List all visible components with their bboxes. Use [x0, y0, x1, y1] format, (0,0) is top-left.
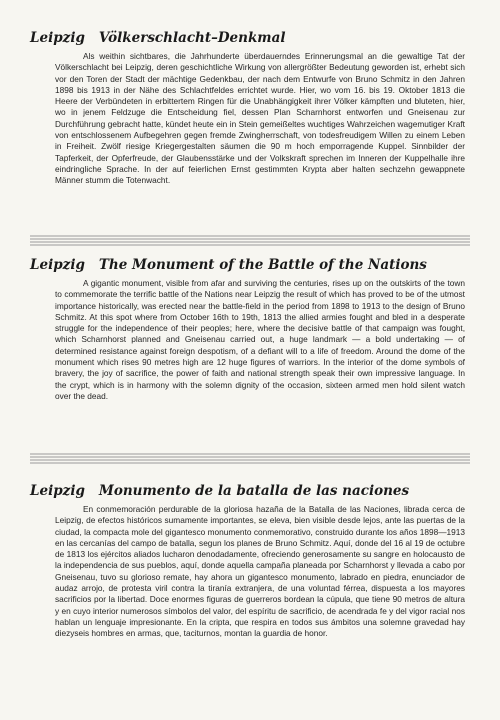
section-paragraph: A gigantic monument, visible from afar and surviving the centuries, rises up on the outskirts of the town to commemorate the terrific battle of the Nations near Leipzig the result of which has proved to be of the utmost importance historically, was erected near the battle-field in the period from 1898 to 1913 to the design of Bruno Schmitz. At this spot where from October 16th to 19th, 1813 the allied armies fought and bled in a desperate struggle for the independence of their peoples; here, where the decisive battle of that campaign was fought, which Scharnhorst planned and Gneisenau carried out, a huge landmark — a bold undertaking — of determined resistance against foreign despotism, of a defiant will to a life of freedom. Around the dome of the monument which rises 90 metres high are 12 huge figures of warriors. In the interior of the dome symbols of bravery, the joy of sacrifice, the power of faith and national strength speak their own impressive language. In the crypt, which is in harmony with the solemn dignity of the occasion, sixteen armed men hold silent watch over the dead. — [55, 278, 465, 401]
section-heading — [30, 483, 500, 499]
section-spanish — [0, 483, 500, 640]
heading-title: Monumento de la batalla de las naciones — [98, 483, 410, 499]
heading-city: Leipzig — [30, 257, 85, 273]
section-german — [0, 30, 500, 187]
section-paragraph: Als weithin sichtbares, die Jahrhunderte überdauerndes Erinnerungsmal an die gewaltige Tat der Völkerschlacht bei Leipzig, deren geschichtliche Wirkung von allergrößter Bedeutung geworden ist, erhebt sich vor den Toren der Stadt der mächtige Gedenkbau, der nach dem Entwurfe von Bruno Schmitz in den Jahren 1898 bis 1913 in der Nähe des Schlachtfeldes errichtet wurde. Hier, wo vom 16. bis 19. Oktober 1813 die Heere der Verbündeten in erbittertem Ringen für die Unabhängigkeit ihrer Völker kämpften und bluteten, hier, wo in jenem Feldzuge die Entscheidung fiel, dessen Plan Scharnhorst entworfen und Gneisenau zur Durchführung gebracht hatte, kündet heute ein in Stein gemeißeltes wuchtiges Wahrzeichen wagemutiger Kraft von entschlossenem Aufbegehren gegen fremde Zwingherrschaft, von todesfreudigem Willen zu einem Leben in Freiheit. Zwölf riesige Kriegergestalten säumen die 90 m hoch emporragende Kuppel. Sinnbilder der Tapferkeit, der Opferfreude, der Glaubensstärke und der Volkskraft sprechen im Inneren der Kuppelhalle ihre eindringliche Sprache. In der auf feierlichen Ernst gestimmten Krypta aber halten sechzehn gewappnete Männer stumm die Totenwacht. — [55, 51, 465, 186]
section-english — [0, 257, 500, 402]
divider-rule — [30, 234, 470, 247]
section-paragraph: En conmemoración perdurable de la gloriosa hazaña de la Batalla de las Naciones, librada cerca de Leipzig, de efectos históricos sumamente importantes, se eleva, bien visible desde lejos, ante las puertas de la ciudad, la compacta mole del gigantesco monumento conmemorativo, construido durante los años 1898—1913 en las cercanías del campo de batalla, segun los planes de Bruno Schmitz. Aquí, donde del 16 al 19 de octubre de 1813 los ejércitos aliados lucharon denodadamente, ofreciendo generosamente su sangre en holocausto de la independencia de sus pueblos, aquí, donde aquella campaña planeada por Scharnhorst y llevada a cabo por Gneisenau, tuvo su glorioso remate, hay ahora un gigantesco monumento, labrado en piedra, enunciador de audaz arrojo, de protesta viril contra la tiranía extranjera, de una voluntad férrea, dispuesta a los mayores sacrificios por la libertad. Doce enormes figuras de guerreros bordean la cúpula, que tiene 90 metros de altura y en cuyo interior numerosos símbolos del valor, del espíritu de sacrificio, de acendrada fe y del vigor racial nos hablan un lenguaje impresionante. En la cripta, que respira en todos sus ámbitos una solemne gravedad hay diezyseis hombres en armas, que, taciturnos, montan la guardia de honor. — [55, 504, 465, 639]
heading-city: Leipzig — [30, 30, 85, 46]
divider-rule — [30, 452, 470, 465]
section-heading — [30, 257, 500, 273]
heading-city: Leipzig — [30, 483, 85, 499]
heading-title: The Monument of the Battle of the Nations — [98, 257, 427, 273]
section-heading — [30, 30, 500, 46]
heading-title: Völkerschlacht–Denkmal — [98, 30, 286, 46]
